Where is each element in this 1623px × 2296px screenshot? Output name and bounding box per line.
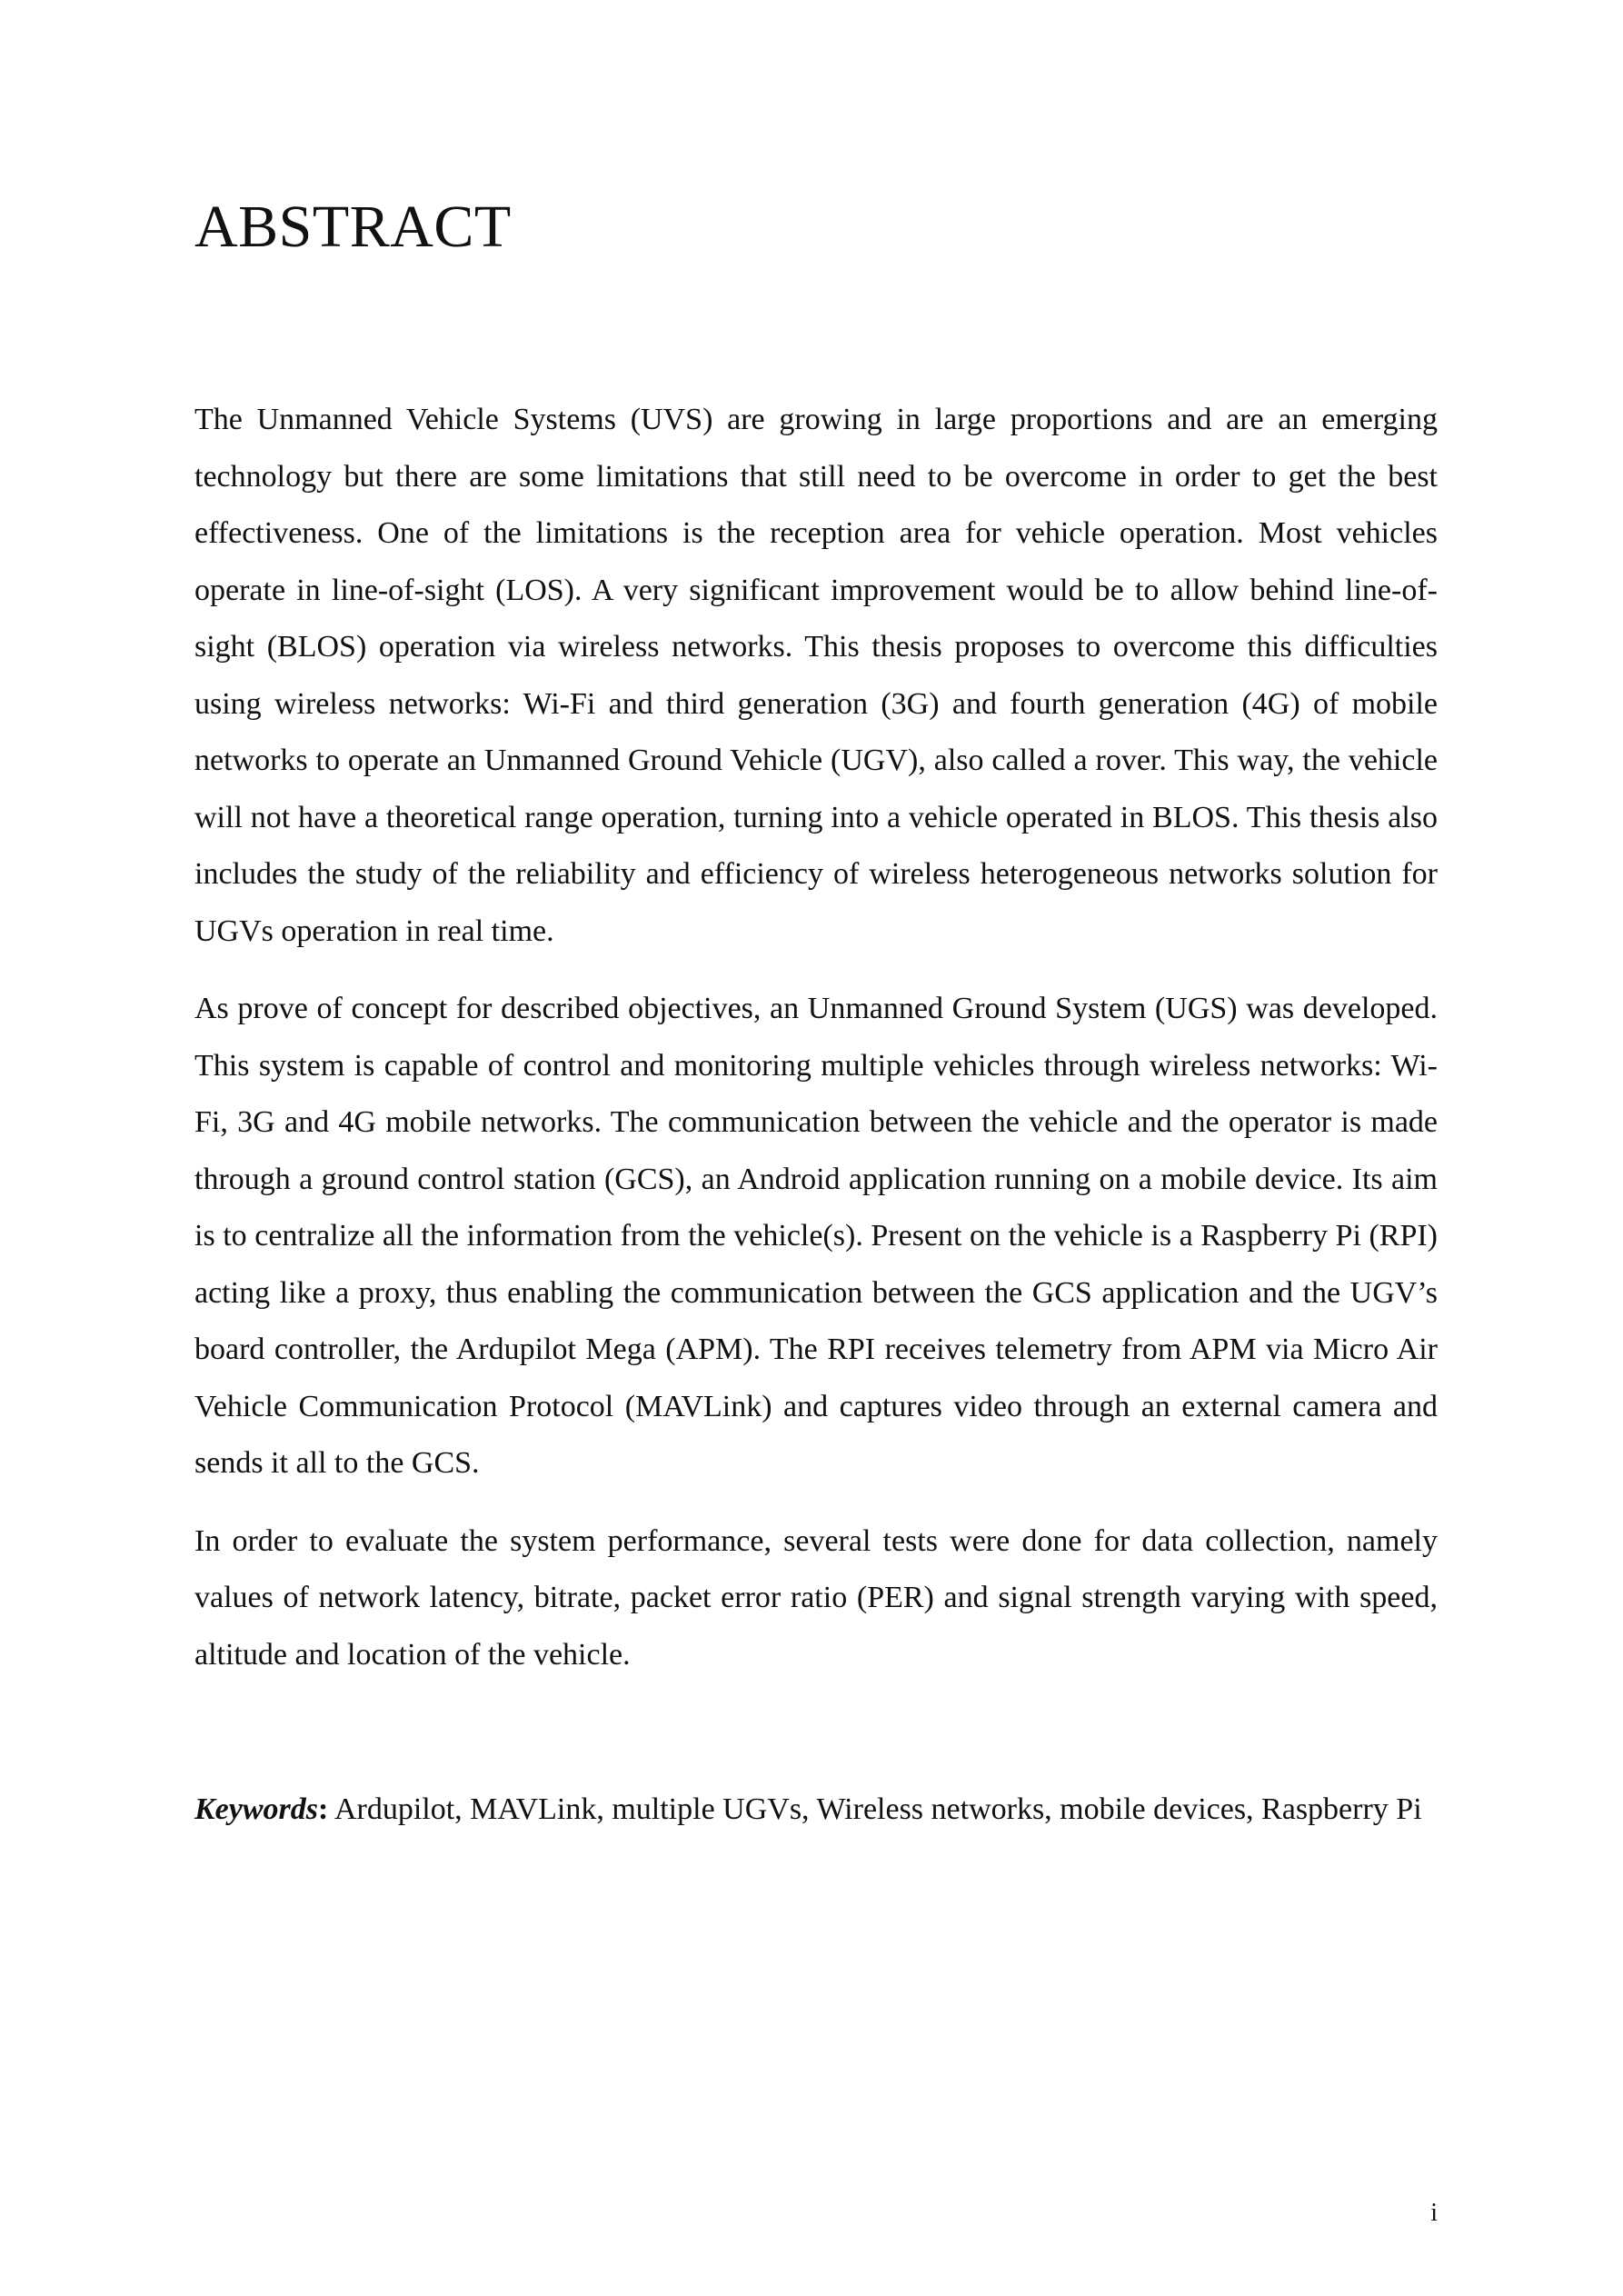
keywords-list: Ardupilot, MAVLink, multiple UGVs, Wireless networks, mobile devices, Raspberry Pi <box>334 1792 1422 1826</box>
abstract-body <box>194 392 1438 1704</box>
page-number: i <box>1430 2199 1438 2227</box>
keywords-line <box>194 1782 1438 1839</box>
keywords-label: Keywords <box>194 1792 318 1826</box>
page-title: ABSTRACT <box>194 194 512 260</box>
abstract-paragraph-1: The Unmanned Vehicle Systems (UVS) are growing in large proportions and are an emerging technology but there are some limitations that still need to be overcome in order to get the best effectiveness. One of the limitations is the reception area for vehicle operation. Most vehicles operate in line-of-sight (LOS). A very significant improvement would be to allow behind line-of-sight (BLOS) operation via wireless networks. This thesis proposes to overcome this difficulties using wireless networks: Wi-Fi and third generation (3G) and fourth generation (4G) of mobile networks to operate an Unmanned Ground Vehicle (UGV), also called a rover. This way, the vehicle will not have a theoretical range operation, turning into a vehicle operated in BLOS. This thesis also includes the study of the reliability and efficiency of wireless heterogeneous networks solution for UGVs operation in real time. <box>194 403 1438 948</box>
abstract-paragraph-3: In order to evaluate the system performance, several tests were done for data collection, namely values of network latency, bitrate, packet error ratio (PER) and signal strength varying with speed, altitude and location of the vehicle. <box>194 1523 1438 1672</box>
abstract-paragraph-2: As prove of concept for described objectives, an Unmanned Ground System (UGS) was developed. This system is capable of control and monitoring multiple vehicles through wireless networks: Wi-Fi, 3G and 4G mobile networks. The communication between the vehicle and the operator is made through a ground control station (GCS), an Android application running on a mobile device. Its aim is to centralize all the information from the vehicle(s). Present on the vehicle is a Raspberry Pi (RPI) acting like a proxy, thus enabling the communication between the GCS application and the UGV’s board controller, the Ardupilot Mega (APM). The RPI receives telemetry from APM via Micro Air Vehicle Communication Protocol (MAVLink) and captures video through an external camera and sends it all to the GCS. <box>194 992 1438 1480</box>
keywords-separator: : <box>318 1792 329 1826</box>
